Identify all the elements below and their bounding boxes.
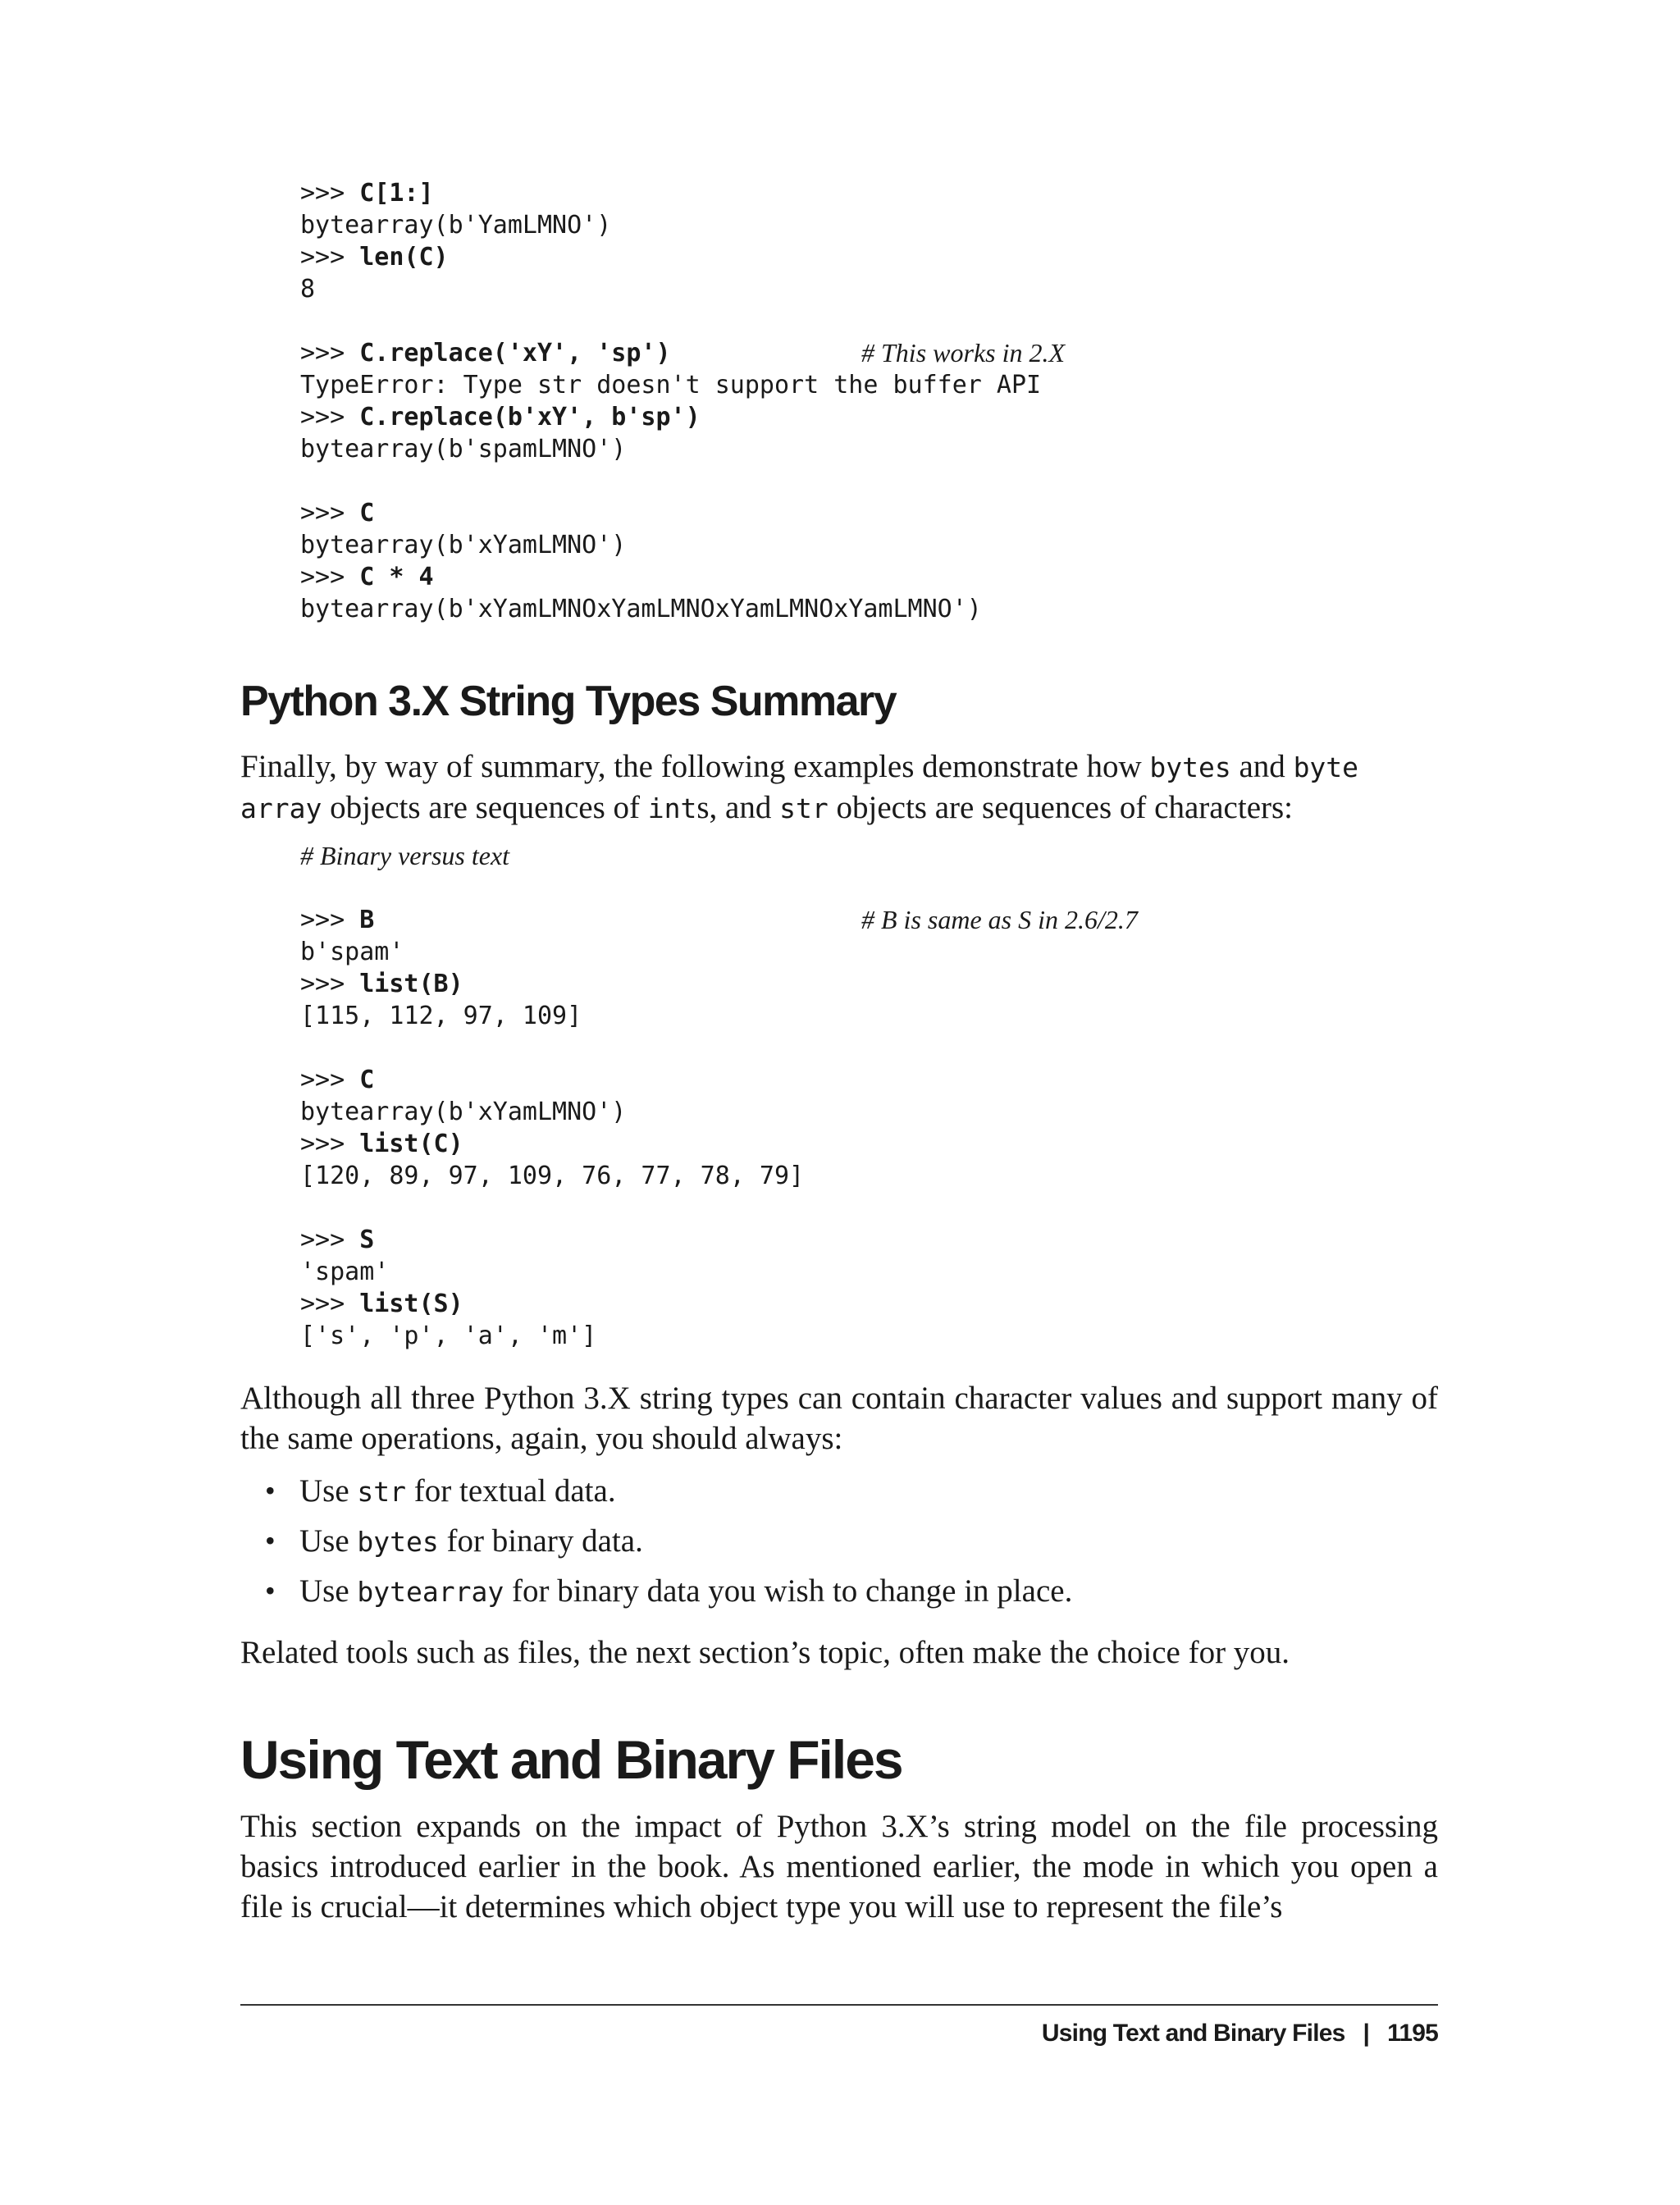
code-prompt: >>> [300,339,360,368]
code-line [300,936,1449,968]
code-prompt: >>> [300,1066,360,1094]
code-prompt: >>> [300,1130,360,1158]
code-output: bytearray(b'xYamLMNOxYamLMNOxYamLMNOxYamLMNO') [300,595,982,623]
inline-code-str: str [779,792,829,824]
code-line [300,1064,1449,1096]
code-line [300,241,1449,273]
code-output: bytearray(b'spamLMNO') [300,435,627,463]
code-blank-line [300,305,1449,337]
inline-code-bytes: bytes [1149,751,1231,783]
code-line [300,1096,1449,1128]
section-paragraph: This section expands on the impact of Python 3.X’s string model on the file processing basics introduced earlier in the book. As mentioned earlier, the mode in which you open a file is crucial—it determines which object type you will use to represent the file’s [240,1809,1438,1924]
code-input: C [359,1066,375,1094]
code-line [300,369,1449,401]
code-comment: # This works in 2.X [861,338,1066,368]
code-line [300,177,1449,209]
footer-rule [240,2004,1438,2006]
code-input: B [359,906,375,934]
footer-title: Using Text and Binary Files [1041,2020,1345,2047]
code-input: C.replace(b'xY', b'sp') [359,403,701,431]
code-output: bytearray(b'YamLMNO') [300,211,612,240]
code-blank-line [300,465,1449,497]
code-output: bytearray(b'xYamLMNO') [300,1098,627,1126]
code-prompt: >>> [300,179,360,208]
code-comment: # B is same as S in 2.6/2.7 [861,905,1138,934]
although-paragraph: Although all three Python 3.X string types can contain character values and support many of the same operations, again, you should always: [240,1381,1438,1456]
related-paragraph: Related tools such as files, the next section’s topic, often make the choice for you. [240,1635,1290,1670]
code-line [300,273,1449,305]
code-line [300,904,1449,936]
code-line [300,1320,1449,1352]
code-comment-binary-vs-text: # Binary versus text [300,841,510,870]
code-line [300,497,1449,529]
inline-code-array: array [240,792,322,824]
code-line [300,1224,1449,1256]
code-input: C * 4 [359,563,434,591]
code-line [300,593,1449,625]
code-input: C[1:] [359,179,434,208]
code-line [300,529,1449,561]
bullet-list [240,1471,1438,1621]
chapter-title: Using Text and Binary Files [240,1729,902,1790]
code-input: list(S) [359,1290,463,1318]
list-item: • Use str for textual data. [240,1471,1438,1521]
code-output: 'spam' [300,1258,390,1286]
code-line [300,1160,1449,1192]
page-number: 1195 [1387,2020,1438,2047]
code-prompt: >>> [300,970,360,998]
bullet-icon: • [265,1474,276,1507]
code-prompt: >>> [300,403,360,431]
code-line [300,1000,1449,1032]
code-blank-line [300,1032,1449,1064]
code-line [300,337,1449,369]
code-prompt: >>> [300,243,360,272]
code-line [300,1288,1449,1320]
code-input: list(C) [359,1130,463,1158]
inline-code-int: int [647,792,697,824]
footer-separator: | [1363,2020,1370,2047]
code-line [300,433,1449,465]
code-input: len(C) [359,243,449,272]
code-line [300,401,1449,433]
bullet-icon: • [265,1524,276,1557]
code-prompt: >>> [300,1290,360,1318]
section-title: Python 3.X String Types Summary [240,678,897,725]
inline-code-byte: byte [1293,751,1359,783]
code-input: list(B) [359,970,463,998]
code-line [300,1128,1449,1160]
code-blank-line [300,1192,1449,1224]
code-prompt: >>> [300,563,360,591]
code-prompt: >>> [300,1226,360,1254]
code-output: b'spam' [300,938,404,966]
list-item: • Use bytearray for binary data you wish to change in place. [240,1571,1438,1621]
code-line [300,209,1449,241]
code-output: bytearray(b'xYamLMNO') [300,531,627,559]
code-line [300,968,1449,1000]
code-block-bytearray [300,177,1449,625]
code-prompt: >>> [300,499,360,527]
code-input: C.replace('xY', 'sp') [359,339,671,368]
code-output: TypeError: Type str doesn't support the buffer API [300,371,1042,399]
code-output: [115, 112, 97, 109] [300,1002,582,1030]
code-prompt: >>> [300,906,360,934]
list-item: • Use bytes for binary data. [240,1521,1438,1571]
code-output: 8 [300,275,316,304]
code-line [300,1256,1449,1288]
code-line [300,561,1449,593]
code-block-sequences [300,904,1449,1352]
code-output: [120, 89, 97, 109, 76, 77, 78, 79] [300,1162,805,1190]
code-output: ['s', 'p', 'a', 'm'] [300,1322,597,1350]
intro-paragraph: Finally, by way of summary, the following examples demonstrate how bytes and byte array objects are sequences of ints, and str objects are sequences of characters: [240,749,1359,825]
code-input: S [359,1226,375,1254]
page-footer [1042,2020,1438,2048]
code-input: C [359,499,375,527]
bullet-icon: • [265,1574,276,1607]
